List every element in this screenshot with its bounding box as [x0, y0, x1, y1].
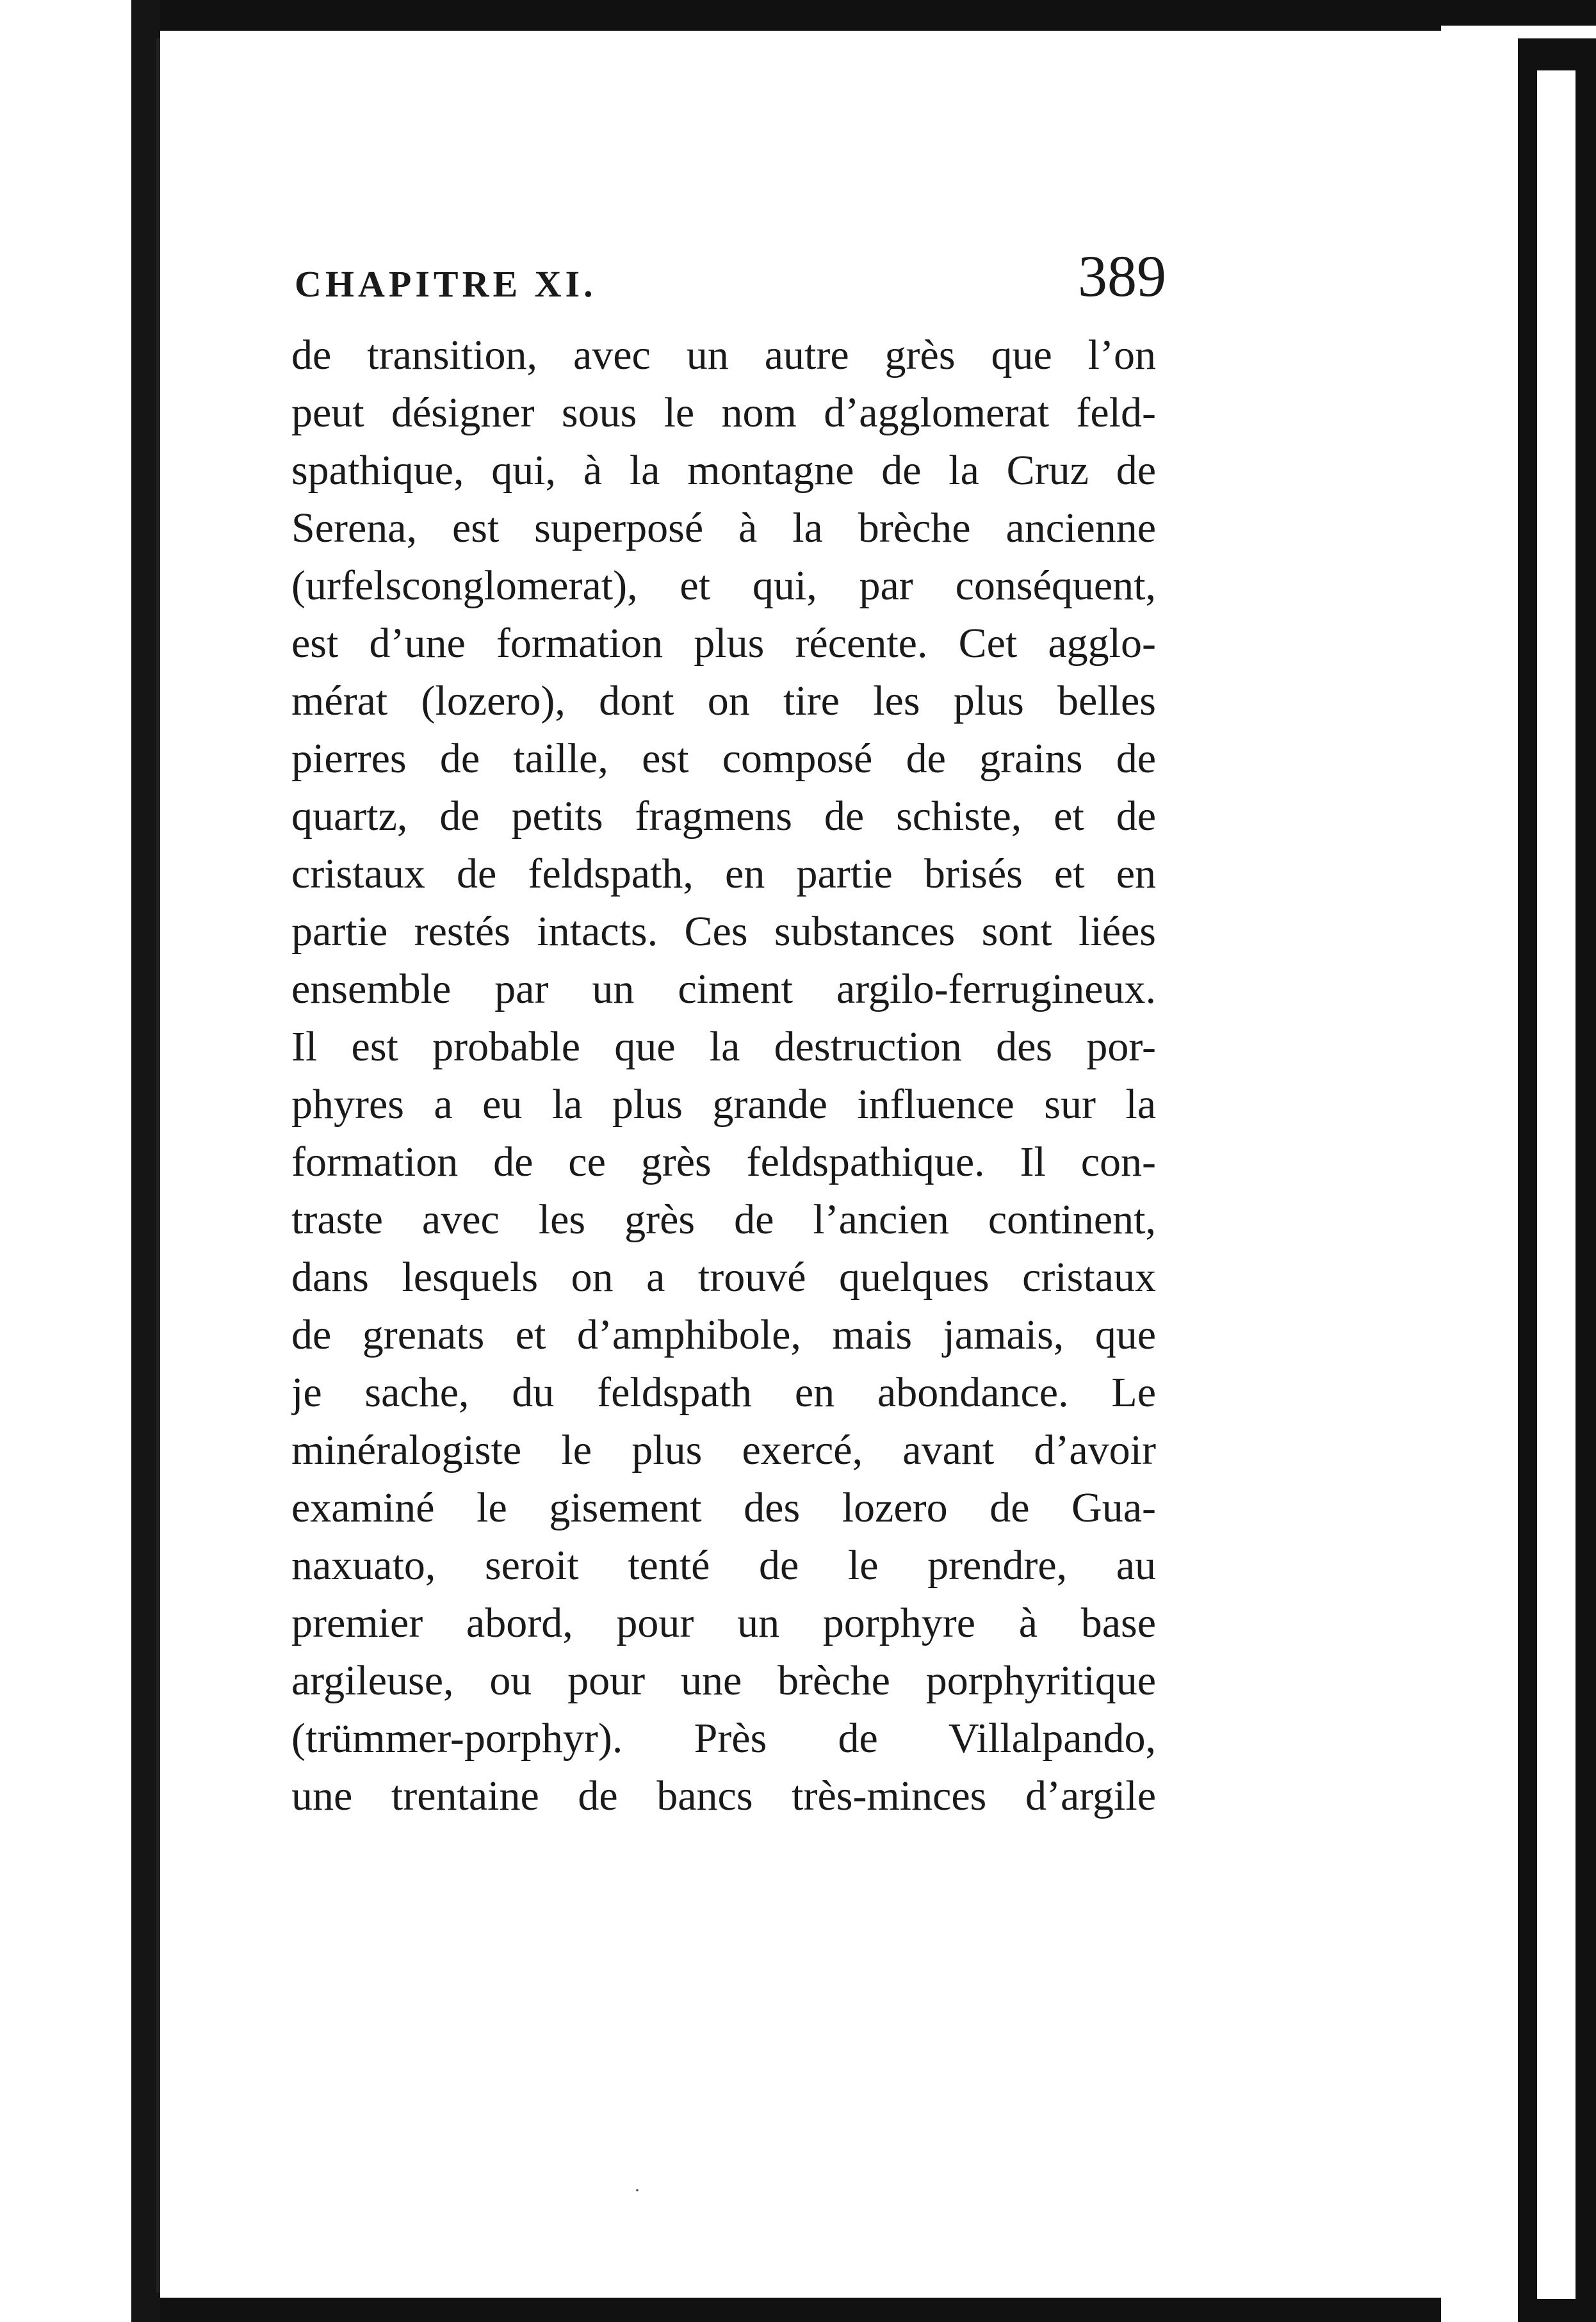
text-line: Serena, est superposé à la brèche ancienne [291, 505, 1156, 551]
text-line: peut désigner sous le nom d’agglomerat feld- [291, 389, 1156, 436]
page-edges-inner [1537, 70, 1576, 2299]
body-text [291, 327, 1156, 1825]
text-line: une trentaine de bancs très-minces d’argile [291, 1773, 1156, 1819]
text-line: de transition, avec un autre grès que l’on [291, 332, 1156, 378]
text-line: traste avec les grès de l’ancien continent, [291, 1196, 1156, 1243]
text-line: (urfelsconglomerat), et qui, par conséquent, [291, 562, 1156, 609]
scan-left-margin [0, 0, 147, 2322]
text-line: partie restés intacts. Ces substances sont liées [291, 908, 1156, 955]
text-line: de grenats et d’amphibole, mais jamais, que [291, 1311, 1156, 1358]
text-line: examiné le gisement des lozero de Gua- [291, 1484, 1156, 1531]
text-line: cristaux de feldspath, en partie brisés et en [291, 850, 1156, 897]
text-line: phyres a eu la plus grande influence sur la [291, 1081, 1156, 1128]
text-line: minéralogiste le plus exercé, avant d’avoir [291, 1427, 1156, 1474]
text-line: formation de ce grès feldspathique. Il con- [291, 1139, 1156, 1185]
ink-speck: · [634, 2180, 640, 2201]
text-line: je sache, du feldspath en abondance. Le [291, 1369, 1156, 1416]
text-line: spathique, qui, à la montagne de la Cruz de [291, 447, 1156, 494]
text-line: mérat (lozero), dont on tire les plus belles [291, 678, 1156, 724]
running-head: CHAPITRE XI. [295, 263, 597, 305]
page-number: 389 [1078, 243, 1166, 309]
text-line: Il est probable que la destruction des por- [291, 1023, 1156, 1070]
text-line: argileuse, ou pour une brèche porphyritique [291, 1657, 1156, 1704]
text-line: (trümmer-porphyr). Près de Villalpando, [291, 1715, 1156, 1762]
text-line: premier abord, pour un porphyre à base [291, 1600, 1156, 1646]
text-line: est d’une formation plus récente. Cet agglo- [291, 620, 1156, 667]
text-line: quartz, de petits fragmens de schiste, et de [291, 793, 1156, 840]
text-line: pierres de taille, est composé de grains de [291, 735, 1156, 782]
text-line: dans lesquels on a trouvé quelques cristaux [291, 1254, 1156, 1301]
text-line: ensemble par un ciment argilo-ferrugineux. [291, 966, 1156, 1012]
text-line: naxuato, seroit tenté de le prendre, au [291, 1542, 1156, 1589]
